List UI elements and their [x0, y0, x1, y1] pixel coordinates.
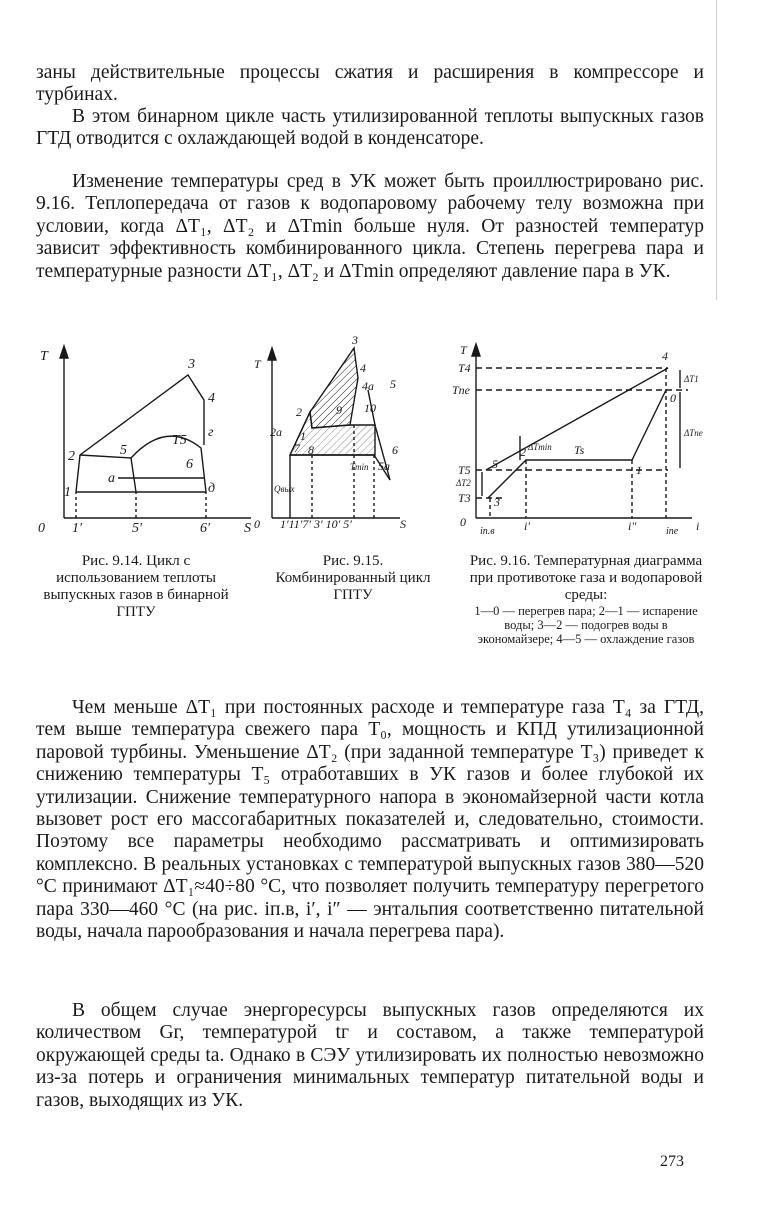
fig914-point-5: 5 [120, 443, 127, 458]
fig915-point-5: 5 [390, 377, 396, 391]
fig916-dtne-label: ΔTпе [684, 428, 703, 438]
fig914-point-d: д [208, 481, 216, 496]
fig916-x-ine: iпе [666, 526, 679, 537]
fig915-origin-label: 0 [254, 517, 260, 531]
fig916-x-ipv: iп.в [480, 526, 495, 537]
paragraph-2: В этом бинарном цикле часть утилизированной теплоты выпускных газов ГТД отводится с охлаждающей водой в конденсаторе. [36, 106, 704, 150]
page-number: 273 [660, 1153, 684, 1170]
fig914-x6-label: 6′ [200, 521, 211, 536]
fig916-x-i2: i″ [628, 519, 637, 533]
fig916-t5-label: T5 [458, 463, 471, 477]
fig915-point-5a: 5a [378, 459, 390, 473]
fig914-point-6: 6 [186, 457, 193, 472]
fig915-x-axis-ticks: 1′11′7′ 3′ 10′ 5′ [280, 517, 352, 531]
paragraph-1: заны действительные процессы сжатия и расширения в компрессоре и турбинах. [36, 62, 704, 106]
fig916-point-3: 3 [494, 495, 500, 509]
fig916-t4-label: T4 [458, 361, 471, 375]
fig915-point-1: 1 [300, 429, 306, 443]
fig915-s-axis-label: S [400, 517, 406, 531]
fig914-s-axis-label: S [244, 521, 251, 536]
fig916-point-4: 4 [662, 349, 668, 363]
figure-9-16-caption [466, 553, 706, 646]
fig916-origin-label: 0 [460, 515, 466, 529]
fig914-t-axis-label: T [40, 349, 48, 364]
figure-9-14-diagram [36, 340, 261, 540]
fig914-point-2: 2 [68, 449, 75, 464]
fig916-t3-label: T3 [458, 491, 471, 505]
figure-9-15-diagram [250, 330, 450, 540]
fig914-point-3: 3 [188, 357, 195, 372]
fig916-dtmin-label: ΔTmin [528, 442, 552, 452]
figure-9-14 [36, 340, 261, 540]
fig914-x1-label: 1′ [72, 521, 83, 536]
page-edge-line [716, 0, 717, 300]
figure-9-16 [452, 340, 707, 540]
fig915-point-7: 7 [294, 441, 300, 455]
fig914-point-4: 4 [208, 391, 215, 406]
fig914-point-a: a [108, 471, 115, 486]
fig915-point-3: 3 [352, 333, 358, 347]
fig916-point-2: 2 [520, 445, 526, 459]
paragraph-4: Чем меньше ΔT₁ при постоянных расходе и температуре газа T₄ за ГТД, тем выше температура свежего пара T₀, мощность и КПД утилизационной паровой турбины. Уменьшение ΔT₂ (при заданной температуре T₃) приведет к снижению температуры T₅ отработавших в УК газов и более глубокой их утилизации. Снижение температурного напора в экономайзерной части котла вызовет рост его массогабаритных показателей и, следовательно, стоимости. Поэтому все параметры необходимо рассматривать и оптимизировать комплексно. В реальных установках с температурой выпускных газов 380—520 °C принимают ΔT₁≈40÷80 °C, что позволяет получить температуру перегретого пара 330—460 °C (на рис. iп.в, i′, i″ — энтальпия соответственно питательной воды, начала парообразования и начала перегрева пара). [36, 697, 704, 943]
fig915-t-axis-label: T [254, 357, 261, 371]
fig915-point-10: 10 [364, 401, 376, 415]
figure-9-16-diagram [452, 340, 707, 540]
fig915-point-2: 2 [296, 405, 302, 419]
paragraph-3: Изменение температуры сред в УК может быть проиллюстрировано рис. 9.16. Теплопередача от газов к водопаровому рабочему телу возможна при условии, когда ΔT₁, ΔT₂ и ΔTmin больше нуля. От разностей температур зависит эффективность комбинированного цикла. Степень перегрева пара и температурные разности ΔT₁, ΔT₂ и ΔTmin определяют давление пара в УК. [36, 171, 704, 282]
figure-9-16-legend: 1—0 — перегрев пара; 2—1 — испарение воды; 3—2 — подогрев воды в экономайзере; 4—5 — охлаждение газов [474, 604, 698, 646]
fig916-dt2-label: ΔT2 [456, 478, 471, 488]
figure-9-15 [250, 330, 450, 540]
fig915-point-2a: 2a [270, 425, 282, 439]
fig915-point-9: 9 [336, 403, 342, 417]
fig915-point-4: 4 [360, 361, 366, 375]
figure-9-15-caption: Рис. 9.15. Комбинированный цикл ГПТУ [275, 553, 431, 603]
fig915-q-label: Qвых [274, 484, 295, 494]
fig916-dt1-label: ΔT1 [684, 374, 699, 384]
fig914-point-1: 1 [64, 485, 71, 500]
fig914-origin-label: 0 [38, 521, 45, 536]
fig916-tne-label: Tпе [452, 383, 470, 397]
fig915-point-8: 8 [308, 443, 314, 457]
fig915-point-6: 6 [392, 443, 398, 457]
fig916-ts-label: Ts [574, 443, 585, 457]
figure-9-16-caption-title: Рис. 9.16. Температурная диаграмма при противотоке газа и водопаровой среды: [469, 553, 703, 603]
fig916-x-i1: i′ [524, 519, 530, 533]
fig916-point-0: 0 [670, 391, 676, 405]
fig915-tmin-label: Tmin [350, 462, 369, 472]
fig914-t5-label: T5 [172, 433, 187, 448]
fig916-t-axis-label: T [460, 343, 467, 357]
fig916-x-i: i [696, 519, 700, 533]
fig914-point-g: г [208, 425, 214, 440]
fig916-point-1: 1 [636, 463, 642, 477]
figure-9-14-caption: Рис. 9.14. Цикл с использованием теплоты выпускных газов в бинарной ГПТУ [43, 553, 229, 620]
fig916-point-5: 5 [492, 457, 498, 471]
paragraph-5: В общем случае энергоресурсы выпускных газов определяются их количеством Gг, температурой tг и составом, а также температурой окружающей среды tа. Однако в СЭУ утилизировать их полностью невозможно из-за потерь и ограничения минимальных температур питательной воды и газов, выходящих из УК. [36, 1000, 704, 1111]
fig914-x5-label: 5′ [132, 521, 143, 536]
fig915-point-4a: 4a [362, 379, 374, 393]
